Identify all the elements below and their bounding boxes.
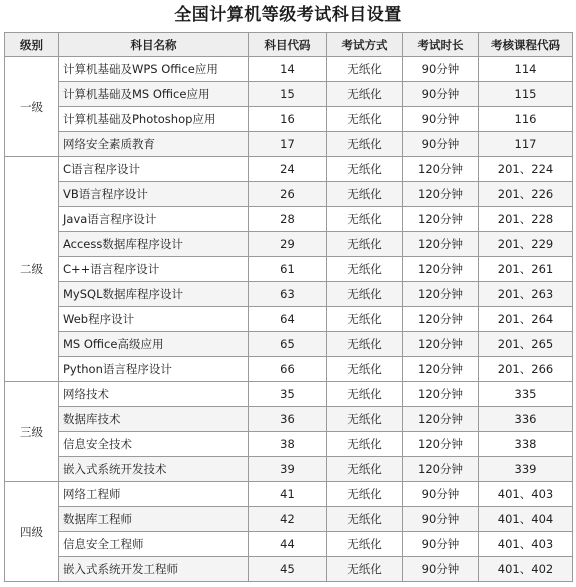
table-row	[5, 82, 573, 107]
header-subject-code: 科目代码	[249, 33, 327, 57]
exam-method-cell: 无纸化	[327, 57, 403, 82]
subject-name-cell: 计算机基础及Photoshop应用	[59, 107, 249, 132]
exam-duration-cell: 90分钟	[403, 482, 479, 507]
course-code-cell: 338	[479, 432, 573, 457]
exam-method-cell: 无纸化	[327, 557, 403, 582]
exam-duration-cell: 90分钟	[403, 507, 479, 532]
exam-duration-cell: 120分钟	[403, 182, 479, 207]
table-row	[5, 507, 573, 532]
exam-duration-cell: 120分钟	[403, 407, 479, 432]
subject-code-cell: 15	[249, 82, 327, 107]
level-cell: 一级	[5, 57, 59, 157]
exam-method-cell: 无纸化	[327, 482, 403, 507]
course-code-cell: 201、266	[479, 357, 573, 382]
table-body	[5, 57, 573, 582]
subject-name-cell: 计算机基础及WPS Office应用	[59, 57, 249, 82]
course-code-cell: 201、228	[479, 207, 573, 232]
exam-subjects-table	[4, 32, 573, 582]
table-row	[5, 432, 573, 457]
exam-duration-cell: 90分钟	[403, 132, 479, 157]
subject-code-cell: 28	[249, 207, 327, 232]
subject-name-cell: VB语言程序设计	[59, 182, 249, 207]
subject-name-cell: Python语言程序设计	[59, 357, 249, 382]
exam-duration-cell: 120分钟	[403, 257, 479, 282]
table-row	[5, 232, 573, 257]
course-code-cell: 201、264	[479, 307, 573, 332]
subject-code-cell: 61	[249, 257, 327, 282]
exam-duration-cell: 120分钟	[403, 157, 479, 182]
exam-duration-cell: 120分钟	[403, 432, 479, 457]
table-row	[5, 307, 573, 332]
subject-code-cell: 39	[249, 457, 327, 482]
level-cell: 二级	[5, 157, 59, 382]
course-code-cell: 201、226	[479, 182, 573, 207]
subject-code-cell: 29	[249, 232, 327, 257]
course-code-cell: 116	[479, 107, 573, 132]
subject-code-cell: 44	[249, 532, 327, 557]
subject-code-cell: 17	[249, 132, 327, 157]
course-code-cell: 201、229	[479, 232, 573, 257]
table-row	[5, 407, 573, 432]
exam-method-cell: 无纸化	[327, 407, 403, 432]
subject-name-cell: MS Office高级应用	[59, 332, 249, 357]
subject-name-cell: 网络安全素质教育	[59, 132, 249, 157]
exam-method-cell: 无纸化	[327, 207, 403, 232]
exam-method-cell: 无纸化	[327, 457, 403, 482]
subject-code-cell: 14	[249, 57, 327, 82]
exam-duration-cell: 90分钟	[403, 107, 479, 132]
exam-method-cell: 无纸化	[327, 432, 403, 457]
header-exam-method: 考试方式	[327, 33, 403, 57]
exam-method-cell: 无纸化	[327, 282, 403, 307]
course-code-cell: 117	[479, 132, 573, 157]
subject-name-cell: Web程序设计	[59, 307, 249, 332]
subject-name-cell: 信息安全技术	[59, 432, 249, 457]
exam-duration-cell: 90分钟	[403, 557, 479, 582]
subject-name-cell: Access数据库程序设计	[59, 232, 249, 257]
subject-name-cell: 信息安全工程师	[59, 532, 249, 557]
table-row	[5, 132, 573, 157]
table-row	[5, 182, 573, 207]
subject-code-cell: 24	[249, 157, 327, 182]
course-code-cell: 401、403	[479, 482, 573, 507]
exam-method-cell: 无纸化	[327, 332, 403, 357]
subject-name-cell: C语言程序设计	[59, 157, 249, 182]
subject-code-cell: 64	[249, 307, 327, 332]
subject-code-cell: 35	[249, 382, 327, 407]
table-row	[5, 57, 573, 82]
exam-method-cell: 无纸化	[327, 132, 403, 157]
exam-duration-cell: 90分钟	[403, 57, 479, 82]
course-code-cell: 401、403	[479, 532, 573, 557]
subject-code-cell: 26	[249, 182, 327, 207]
table-row	[5, 532, 573, 557]
subject-name-cell: Java语言程序设计	[59, 207, 249, 232]
course-code-cell: 201、261	[479, 257, 573, 282]
header-row	[5, 33, 573, 57]
subject-code-cell: 63	[249, 282, 327, 307]
exam-method-cell: 无纸化	[327, 382, 403, 407]
subject-name-cell: 网络技术	[59, 382, 249, 407]
subject-name-cell: C++语言程序设计	[59, 257, 249, 282]
exam-duration-cell: 120分钟	[403, 207, 479, 232]
subject-name-cell: 网络工程师	[59, 482, 249, 507]
exam-method-cell: 无纸化	[327, 532, 403, 557]
course-code-cell: 201、263	[479, 282, 573, 307]
exam-method-cell: 无纸化	[327, 82, 403, 107]
subject-code-cell: 41	[249, 482, 327, 507]
header-course-code: 考核课程代码	[479, 33, 573, 57]
exam-method-cell: 无纸化	[327, 232, 403, 257]
table-row	[5, 457, 573, 482]
table-row	[5, 557, 573, 582]
course-code-cell: 401、404	[479, 507, 573, 532]
table-row	[5, 257, 573, 282]
exam-duration-cell: 120分钟	[403, 332, 479, 357]
exam-method-cell: 无纸化	[327, 157, 403, 182]
subject-name-cell: 数据库技术	[59, 407, 249, 432]
subject-name-cell: MySQL数据库程序设计	[59, 282, 249, 307]
exam-duration-cell: 120分钟	[403, 357, 479, 382]
exam-method-cell: 无纸化	[327, 182, 403, 207]
header-subject-name: 科目名称	[59, 33, 249, 57]
table-header	[5, 33, 573, 57]
subject-name-cell: 嵌入式系统开发工程师	[59, 557, 249, 582]
subject-code-cell: 65	[249, 332, 327, 357]
exam-method-cell: 无纸化	[327, 257, 403, 282]
subject-code-cell: 36	[249, 407, 327, 432]
level-cell: 四级	[5, 482, 59, 582]
course-code-cell: 401、402	[479, 557, 573, 582]
exam-method-cell: 无纸化	[327, 507, 403, 532]
table-row	[5, 357, 573, 382]
exam-duration-cell: 120分钟	[403, 282, 479, 307]
header-exam-duration: 考试时长	[403, 33, 479, 57]
exam-duration-cell: 120分钟	[403, 457, 479, 482]
course-code-cell: 201、224	[479, 157, 573, 182]
exam-duration-cell: 90分钟	[403, 532, 479, 557]
subject-code-cell: 45	[249, 557, 327, 582]
subject-code-cell: 42	[249, 507, 327, 532]
course-code-cell: 201、265	[479, 332, 573, 357]
course-code-cell: 114	[479, 57, 573, 82]
course-code-cell: 335	[479, 382, 573, 407]
exam-method-cell: 无纸化	[327, 357, 403, 382]
subject-name-cell: 计算机基础及MS Office应用	[59, 82, 249, 107]
page-title: 全国计算机等级考试科目设置	[174, 5, 402, 25]
table-row	[5, 482, 573, 507]
exam-method-cell: 无纸化	[327, 307, 403, 332]
subject-name-cell: 数据库工程师	[59, 507, 249, 532]
table-row	[5, 382, 573, 407]
exam-duration-cell: 120分钟	[403, 382, 479, 407]
subject-name-cell: 嵌入式系统开发技术	[59, 457, 249, 482]
exam-duration-cell: 90分钟	[403, 82, 479, 107]
course-code-cell: 339	[479, 457, 573, 482]
exam-duration-cell: 120分钟	[403, 307, 479, 332]
table-row	[5, 207, 573, 232]
header-level: 级别	[5, 33, 59, 57]
course-code-cell: 336	[479, 407, 573, 432]
course-code-cell: 115	[479, 82, 573, 107]
table-row	[5, 157, 573, 182]
table-row	[5, 332, 573, 357]
subject-code-cell: 66	[249, 357, 327, 382]
table-row	[5, 282, 573, 307]
subject-code-cell: 16	[249, 107, 327, 132]
exam-method-cell: 无纸化	[327, 107, 403, 132]
subject-code-cell: 38	[249, 432, 327, 457]
level-cell: 三级	[5, 382, 59, 482]
exam-duration-cell: 120分钟	[403, 232, 479, 257]
table-row	[5, 107, 573, 132]
